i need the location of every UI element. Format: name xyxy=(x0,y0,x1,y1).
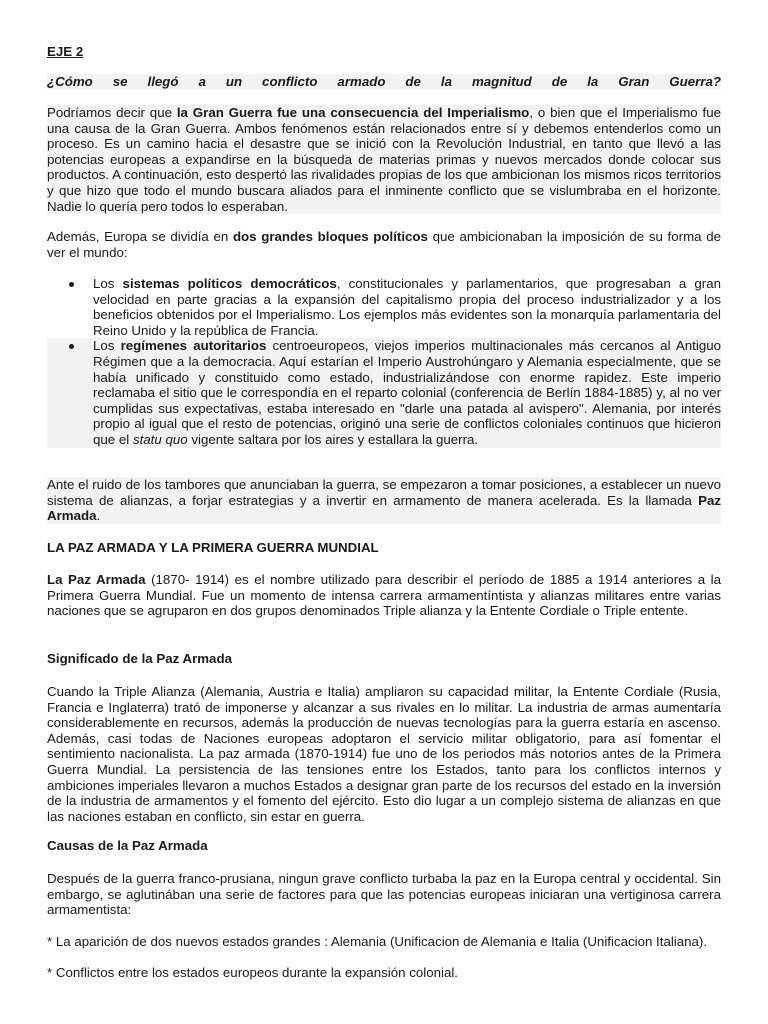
paragraph-causas: Después de la guerra franco-prusiana, ningun grave conflicto turbaba la paz en la Europa central y occidental. Sin embargo, se aglutinában una serie de factores para que las potencias europeas iniciaran una vertiginosa carrera armamentista: xyxy=(47,871,721,918)
heading-main: LA PAZ ARMADA Y LA PRIMERA GUERRA MUNDIAL xyxy=(47,540,379,555)
emphasis-text: la Gran Guerra fue una consecuencia del Imperialismo xyxy=(176,105,530,120)
paragraph-significado: Cuando la Triple Alianza (Alemania, Austria e Italia) ampliaron su capacidad militar, la Entente Cordiale (Rusia, Francia e Inglaterra) trató de imponerse y alcanzar a sus rivales en lo militar. La industria de armas aumentaría considerablemente en recursos, además la producción de nuevas tecnologías para la guerra estaría en ascenso. Además, casi todas de Naciones europeas adoptaron el servicio militar obligatorio, para así fomentar el sentimiento nacionalista. La paz armada (1870-1914) fue uno de los periodos más notorios antes de la Primera Guerra Mundial. La persistencia de las tensiones entre los Estados, tanto para los conflictos internos y ambiciones imperiales llevaron a muchos Estados a designar gran parte de los recursos del estado en la inversión de la industria de armamentos y el fomento del ejército. Esto dio lugar a un complejo sistema de alianzas en que las naciones estaban en conflicto, sin estar en guerra. xyxy=(47,684,721,824)
list-item: Los regímenes autoritarios centroeuropeos, viejos imperios multinacionales más cercanos al Antiguo Régimen que a la democracia. Aquí estarían el Imperio Austrohúngaro y Alemania especialmente, que se había unificado y constituido como estado, industrializándose con enorme rapidez. Este imperio reclamaba el sitio que le correspondía en el reparto colonial (conferencia de Berlín 1884-1885) y, al no ver cumplidas sus expectativas, estaba interesado en "darle una patada al avispero". Alemania, por interés propio al igual que el resto de potencias, originó una serie de conflictos coloniales continuos que hicieron que el statu quo vigente saltara por los aires y estallara la guerra. xyxy=(47,338,721,447)
political-blocks-list xyxy=(47,276,721,448)
emphasis-text: Paz Armada xyxy=(47,492,721,524)
paragraph-paz-armada-intro: Ante el ruido de los tambores que anunciaban la guerra, se empezaron a tomar posiciones, a establecer un nuevo sistema de alianzas, a forjar estrategias y a invertir en armamento de manera acelerada. Es la llamada Paz Armada. xyxy=(47,477,721,524)
section-label: EJE 2 xyxy=(47,44,84,59)
paragraph-blocks: Además, Europa se dividía en dos grandes bloques políticos que ambicionaban la imposición de su forma de ver el mundo: xyxy=(47,229,721,260)
bullet-icon xyxy=(69,344,74,349)
cause-item-1: * La aparición de dos nuevos estados grandes : Alemania (Unificacion de Alemania e Italia (Unificacion Italiana). xyxy=(47,934,708,949)
paragraph-paz-armada-definition: La Paz Armada (1870- 1914) es el nombre utilizado para describir el período de 1885 a 1914 anteriores a la Primera Guerra Mundial. Fue un momento de intensa carrera armamentíntista y alianzas militares entre varias naciones que se agruparon en dos grupos denominados Triple alianza y la Entente Cordiale o Triple entente. xyxy=(47,572,721,619)
emphasis-text: La Paz Armada xyxy=(47,572,146,587)
cause-item-2: * Conflictos entre los estados europeos durante la expansión colonial. xyxy=(47,965,458,980)
heading-significado: Significado de la Paz Armada xyxy=(47,651,232,666)
section-question: ¿Cómo se llegó a un conflicto armado de la magnitud de la Gran Guerra? xyxy=(47,74,721,89)
heading-causas: Causas de la Paz Armada xyxy=(47,838,208,853)
paragraph-imperialism: Podríamos decir que la Gran Guerra fue una consecuencia del Imperialismo, o bien que el Imperialismo fue una causa de la Gran Guerra. Ambos fenómenos están relacionados entre sí y debemos entenderlos como un proceso. Es un camino hacia el desastre que se inició con la Revolución Industrial, en tanto que llevó a las potencias europeas a expandirse en la búsqueda de materias primas y nuevos mercados donde colocar sus productos. A continuación, esto despertó las rivalidades propias de los que ambicionan los mismos ricos territorios y que hizo que todo el mundo buscara aliados para el inminente conflicto que se vislumbraba en el horizonte. Nadie lo quería pero todos lo esperaban. xyxy=(47,105,721,214)
emphasis-text: dos grandes bloques políticos xyxy=(232,229,428,244)
bullet-icon xyxy=(69,282,74,287)
list-item: Los sistemas políticos democráticos, constitucionales y parlamentarios, que progresaban a gran velocidad en parte gracias a la expansión del capitalismo propia del proceso industrializador y a los beneficios obtenidos por el Imperialismo. Los ejemplos más evidentes son la monarquía parlamentaria del Reino Unido y la república de Francia. xyxy=(47,276,721,338)
